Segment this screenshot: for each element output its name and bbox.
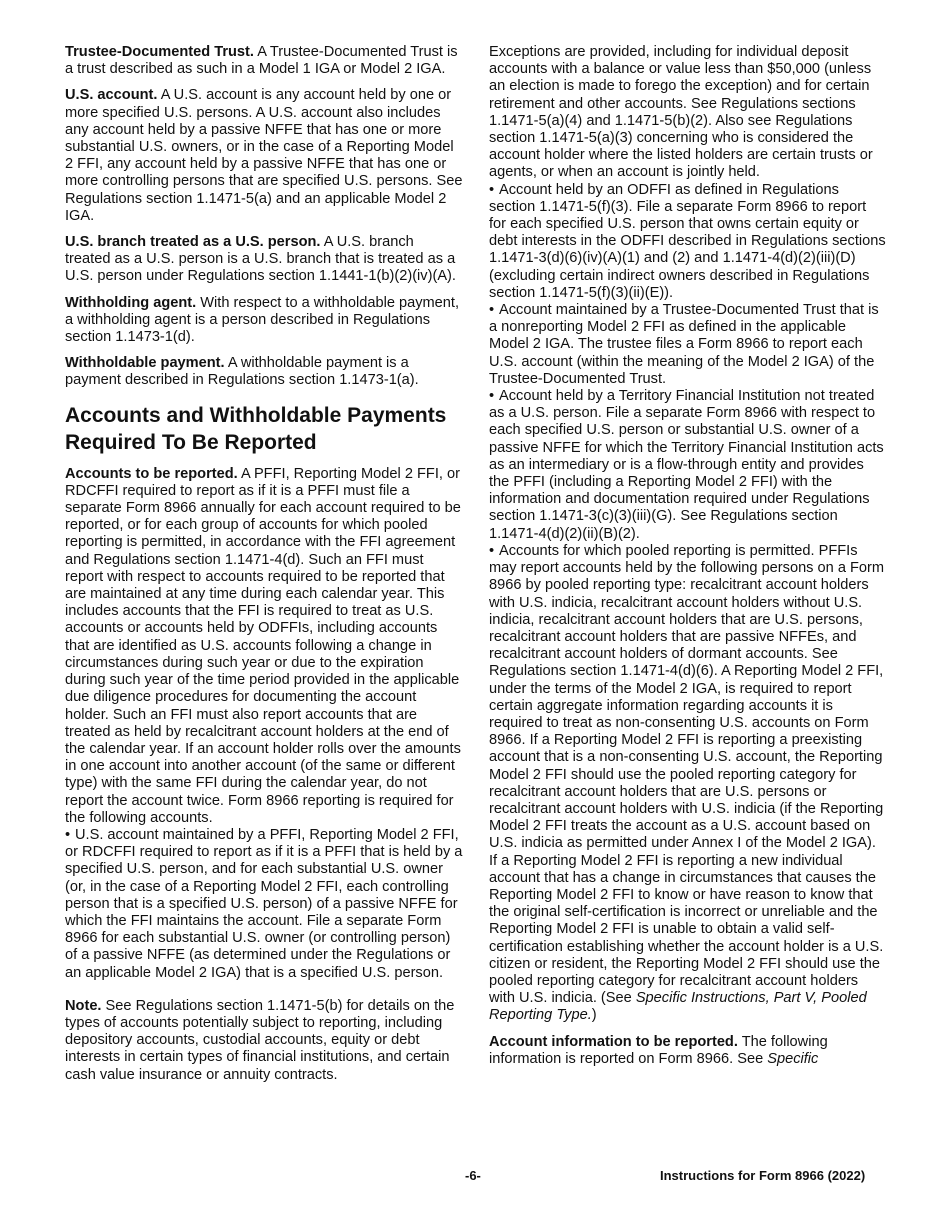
left-column — [65, 44, 463, 1093]
term: Account information to be reported. — [489, 1033, 738, 1050]
definition-us-account — [65, 87, 463, 225]
definition-text: A U.S. account is any account held by one or more specified U.S. persons. A U.S. account also includes any account held by a passive NFFE that has one or more substantial U.S. owners, or in the case of a Reporting Model 2 FFI, any account held by a passive NFFE that has one or more controlling persons that are specified U.S. persons. See Regulations section 1.1471-5(a) and an applicable Model 2 IGA. — [65, 87, 463, 224]
accounts-to-be-reported-paragraph — [65, 466, 463, 827]
definition-trustee-documented-trust — [65, 44, 463, 78]
paragraph-text: The following information is reported on Form 8966. See — [489, 1033, 828, 1067]
bullet-italic-reference: Specific Instructions, Part V, Pooled Reporting Type. — [489, 990, 867, 1024]
note-term: Note. — [65, 997, 102, 1014]
definition-text: A withholdable payment is a payment described in Regulations section 1.1473-1(a). — [65, 355, 419, 389]
note-text: See Regulations section 1.1471-5(b) for details on the types of accounts potentially subject to reporting, including depository accounts, custodial accounts, equity or debt interests in certain types of financial institutions, and certain cash value insurance or annuity contracts. — [65, 997, 455, 1083]
bullet-text-end: ) — [591, 1007, 597, 1024]
bullet-item — [65, 827, 463, 982]
bullet-icon: • — [489, 181, 495, 198]
definition-us-branch — [65, 234, 463, 286]
right-column — [489, 44, 887, 1077]
bullet-text: Accounts for which pooled reporting is permitted. PFFIs may report accounts held by the following persons on a Form 8966 by pooled reporting type: recalcitrant account holders with U.S. indicia, recalcitrant account holders without U.S. indicia, recalcitrant account holders that are U.S. persons, recalcitrant account holders that are passive NFFEs, and recalcitrant account holders of dormant accounts. See Regulations section 1.1471-4(d)(6). A Reporting Model 2 FFI, under the terms of the Model 2 IGA, is required to report certain aggregate information regarding accounts it is required to treat as non-consenting U.S. accounts on Form 8966. If a Reporting Model 2 FFI is reporting a preexisting account that is a non-consenting U.S. account, the Reporting Model 2 FFI should use the pooled reporting category for recalcitrant account holders that are U.S. persons or recalcitrant account holders with U.S. indicia (if the Reporting Model 2 FFI treats the account as a U.S. account based on U.S. indicia as permitted under Annex I of the Model 2 IGA). If a Reporting Model 2 FFI is reporting a new individual account that has a change in circumstances that causes the Reporting Model 2 FFI to know or have reason to know that the original self-certification is incorrect or unreliable and the Reporting Model 2 FFI is unable to obtain a valid self-certification establishing whether the account holder is a U.S. citizen or resident, the Reporting Model 2 FFI should use the pooled reporting category for recalcitrant account holders with U.S. indicia. (See — [489, 542, 885, 1007]
definition-text: With respect to a withholdable payment, a withholding agent is a person described in Regulations section 1.1473-1(d). — [65, 294, 460, 346]
bullet-text: Account maintained by a Trustee-Documented Trust that is a nonreporting Model 2 FFI as defined in the applicable Model 2 IGA. The trustee files a Form 8966 to report each U.S. account (within the meaning of the Model 2 IGA) of the Trustee-Documented Trust. — [489, 302, 879, 387]
term: Trustee-Documented Trust. — [65, 44, 254, 60]
section-heading: Accounts and Withholdable Payments Required To Be Reported — [65, 403, 447, 454]
bullet-icon: • — [489, 542, 495, 559]
definition-withholding-agent — [65, 295, 463, 347]
definition-text: A U.S. branch treated as a U.S. person is a U.S. branch that is treated as a U.S. person under Regulations section 1.1441-1(b)(2)(iv)(A). — [65, 234, 456, 285]
bullet-item — [489, 302, 887, 388]
bullet-text: Account held by a Territory Financial Institution not treated as a U.S. person. File a separate Form 8966 with respect to each specified U.S. person or substantial U.S. owner of a passive NFFE for which the Territory Financial Institution acts as an intermediary or is a flow-through entity and provides the PFFI (including a Reporting Model 2 FFI) with the information and documentation required under Regulations section 1.1471-3(c)(3)(iii)(G). See Regulations section 1.1471-4(d)(2)(ii)(B)(2). — [489, 388, 884, 542]
term: Withholdable payment. — [65, 355, 225, 372]
exceptions-paragraph: Exceptions are provided, including for individual deposit accounts with a balance or value less than $50,000 (unless an election is made to forego the exception) and for certain retirement and other accounts. See Regulations sections 1.1471-5(a)(4) and 1.1471-5(b)(2). Also see Regulations section 1.1471-5(a)(3) concerning who is considered the account holder where the listed holders are certain trusts or agents, or when an account is jointly held. — [489, 44, 873, 181]
bullet-item — [489, 388, 887, 543]
definition-withholdable-payment — [65, 355, 463, 389]
paragraph-text: A PFFI, Reporting Model 2 FFI, or RDCFFI required to report as if it is a PFFI must file a separate Form 8966 annually for each account required to be reported, or for each group of accounts for which pooled reporting is permitted, in accordance with the FFI agreement and Regulations section 1.1471-4(d). Such an FFI must report with respect to accounts required to be reported that are maintained at any time during each calendar year. This includes accounts that the FFI is required to treat as U.S. accounts or accounts held by ODFFIs, including accounts that are identified as U.S. accounts following a change in circumstances during such year or due to the expiration during such year of the time period provided in the applicable due diligence procedures for documenting the account holder. Such an FFI must also report accounts that are treated as held by recalcitrant account holders at the end of the calendar year. If an account holder rolls over the amounts in one account into another account (of the same or different type) with the same FFI during the calendar year, do not report the account twice. Form 8966 reporting is required for the following accounts. — [65, 465, 461, 826]
bullet-item — [489, 182, 887, 302]
form-reference: Instructions for Form 8966 (2022) — [660, 1168, 866, 1183]
italic-reference: Specific — [767, 1050, 819, 1067]
bullet-icon: • — [489, 388, 495, 405]
bullet-icon: • — [489, 302, 495, 319]
term: U.S. branch treated as a U.S. person. — [65, 234, 321, 251]
page-number: -6- — [465, 1168, 481, 1183]
note-paragraph — [65, 998, 463, 1084]
term: U.S. account. — [65, 87, 158, 104]
bullet-text: Account held by an ODFFI as defined in Regulations section 1.1471-5(f)(3). File a separate Form 8966 to report for each specified U.S. person that owns certain equity or debt interests in the ODFFI described in Regulations sections 1.1471-3(d)(6)(iv)(A)(1) and (2) and 1.1471-4(d)(2)(iii)(D) (excluding certain indirect owners described in Regulations section 1.1471-5(f)(3)(ii)(E)). — [489, 181, 886, 301]
bullet-text: U.S. account maintained by a PFFI, Reporting Model 2 FFI, or RDCFFI required to report as if it is a PFFI that is held by a specified U.S. person, and for each substantial U.S. owner (or, in the case of a Reporting Model 2 FFI, each controlling person that is a specified U.S. person) of a passive NFFE for which the FFI maintains the account. File a separate Form 8966 for each substantial U.S. owner (or controlling person) of a passive NFFE (as determined under the Regulations or an applicable Model 2 IGA) that is a specified U.S. person. — [65, 826, 463, 981]
bullet-item — [489, 543, 887, 1025]
term: Accounts to be reported. — [65, 465, 238, 482]
account-information-paragraph — [489, 1034, 887, 1068]
definition-text: A Trustee-Documented Trust is a trust described as such in a Model 1 IGA or Model 2 IGA. — [65, 44, 458, 78]
bullet-icon: • — [65, 826, 71, 843]
term: Withholding agent. — [65, 294, 197, 311]
